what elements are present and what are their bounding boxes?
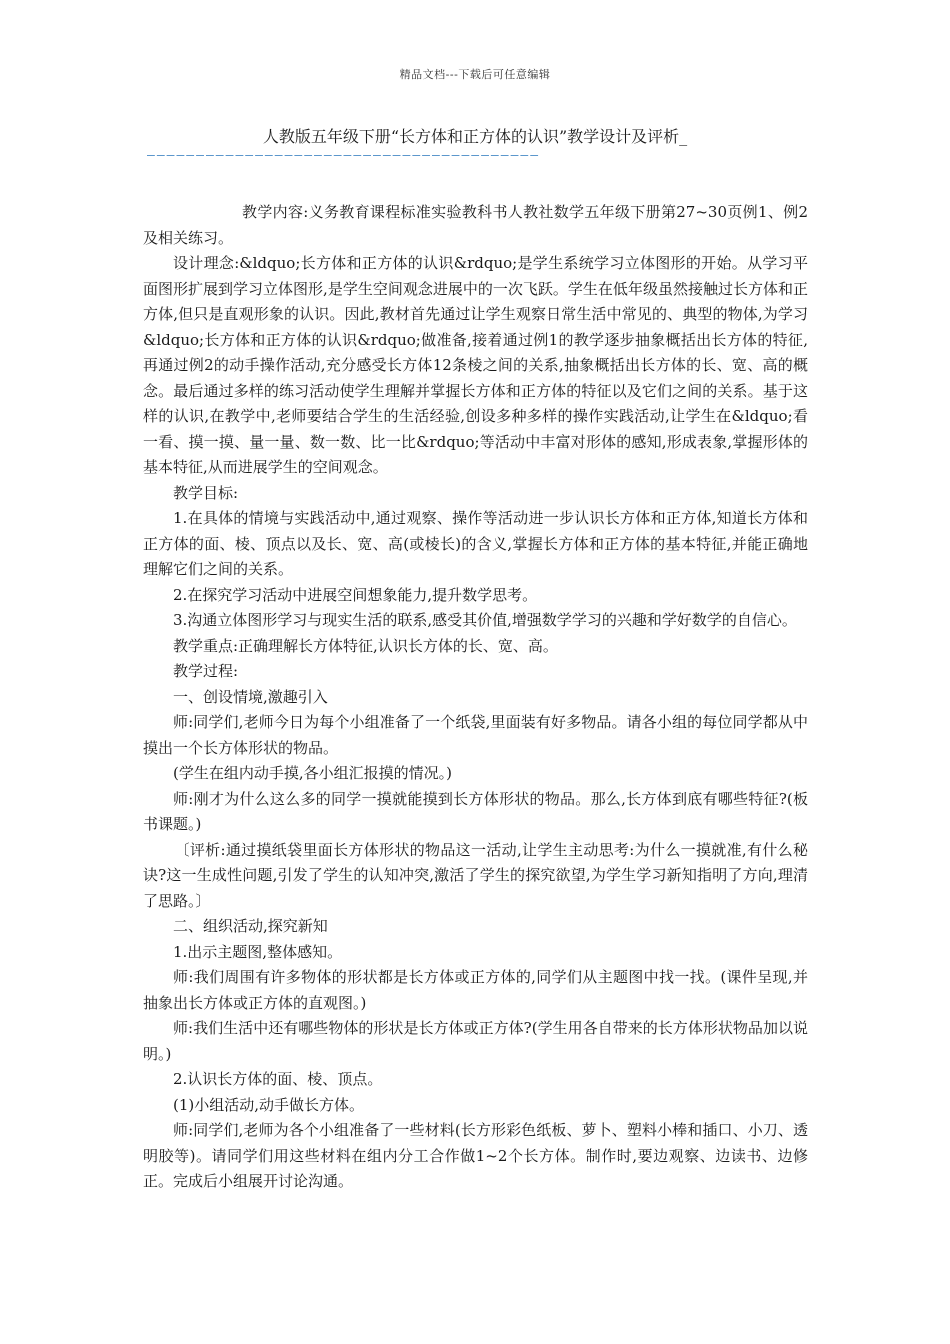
- paragraph-teacher-life: 师:我们生活中还有哪些物体的形状是长方体或正方体?(学生用各自带来的长方体形状物品加以说明。): [143, 1019, 808, 1063]
- paragraph-goal-3: 3.沟通立体图形学习与现实生活的联系,感受其价值,增强数学学习的兴趣和学好数学的自信心。: [173, 611, 797, 629]
- document-body: [143, 200, 808, 1195]
- paragraph-section-1-heading: 一、创设情境,激趣引入: [173, 687, 328, 706]
- paragraph-step-1: 1.出示主题图,整体感知。: [173, 942, 343, 961]
- paragraph-goal-1: 1.在具体的情境与实践活动中,通过观察、操作等活动进一步认识长方体和正方体,知道长方体和正方体的面、棱、顶点以及长、宽、高(或棱长)的含义,掌握长方体和正方体的基本特征,并能正确地理解它们之间的关系。: [143, 509, 808, 578]
- paragraph-teacher-theme: 师:我们周围有许多物体的形状都是长方体或正方体的,同学们从主题图中找一找。(课件呈现,并抽象出长方体或正方体的直观图。): [143, 968, 808, 1012]
- paragraph-teacher-materials: 师:同学们,老师为各个小组准备了一些材料(长方形彩色纸板、萝卜、塑料小棒和插口、小刀、透明胶等)。请同学们用这些材料在组内分工合作做1~2个长方体。制作时,要边观察、边读书、边修正。完成后小组展开讨论沟通。: [143, 1121, 808, 1190]
- paragraph-design-concept: 设计理念:&ldquo;长方体和正方体的认识&rdquo;是学生系统学习立体图形的开始。从学习平面图形扩展到学习立体图形,是学生空间观念进展中的一次飞跃。学生在低年级虽然接触过长方体和正方体,但只是直观形象的认识。因此,教材首先通过让学生观察日常生活中常见的、典型的物体,为学习&ldquo;长方体和正方体的认识&rdquo;做准备,接着通过例1的教学逐步抽象概括出长方体的特征,再通过例2的动手操作活动,充分感受长方体12条棱之间的关系,抽象概括出长方体的长、宽、高的概念。最后通过多样的练习活动使学生理解并掌握长方体和正方体的特征以及它们之间的关系。基于这样的认识,在教学中,老师要结合学生的生活经验,创设多种多样的操作实践活动,让学生在&ldquo;看一看、摸一摸、量一量、数一数、比一比&rdquo;等活动中丰富对形体的感知,形成表象,掌握形体的基本特征,从而进展学生的空间观念。: [143, 254, 808, 476]
- paragraph-step-2-1: (1)小组活动,动手做长方体。: [173, 1095, 365, 1114]
- paragraph-process-heading: 教学过程:: [173, 662, 239, 680]
- paragraph-student-activity: (学生在组内动手摸,各小组汇报摸的情况。): [173, 764, 452, 782]
- paragraph-teacher-question: 师:刚才为什么这么多的同学一摸就能摸到长方体形状的物品。那么,长方体到底有哪些特征?(板书课题。): [143, 789, 808, 833]
- paragraph-key-point: 教学重点:正确理解长方体特征,认识长方体的长、宽、高。: [173, 636, 558, 655]
- paragraph-goals-heading: 教学目标:: [173, 483, 239, 502]
- title-divider: ————————————————————————————————————————: [147, 150, 541, 162]
- paragraph-section-2-heading: 二、组织活动,探究新知: [173, 917, 328, 935]
- paragraph-teaching-content: 教学内容:义务教育课程标准实验教科书人教社数学五年级下册第27~30页例1、例2及相关练习。: [143, 203, 808, 247]
- paragraph-goal-2: 2.在探究学习活动中进展空间想象能力,提升数学思考。: [173, 585, 538, 604]
- paragraph-step-2: 2.认识长方体的面、棱、顶点。: [173, 1070, 383, 1088]
- header-note: 精品文档---下载后可任意编辑: [399, 68, 551, 81]
- paragraph-commentary: 〔评析:通过摸纸袋里面长方体形状的物品这一活动,让学生主动思考:为什么一摸就准,有什么秘诀?这一生成性问题,引发了学生的认知冲突,激活了学生的探究欲望,为学生学习新知指明了方向,理清了思路。〕: [143, 840, 808, 910]
- paragraph-teacher-intro: 师:同学们,老师今日为每个小组准备了一个纸袋,里面装有好多物品。请各小组的每位同学都从中摸出一个长方体形状的物品。: [143, 713, 808, 757]
- document-title: 人教版五年级下册“长方体和正方体的认识”教学设计及评析_: [262, 127, 688, 146]
